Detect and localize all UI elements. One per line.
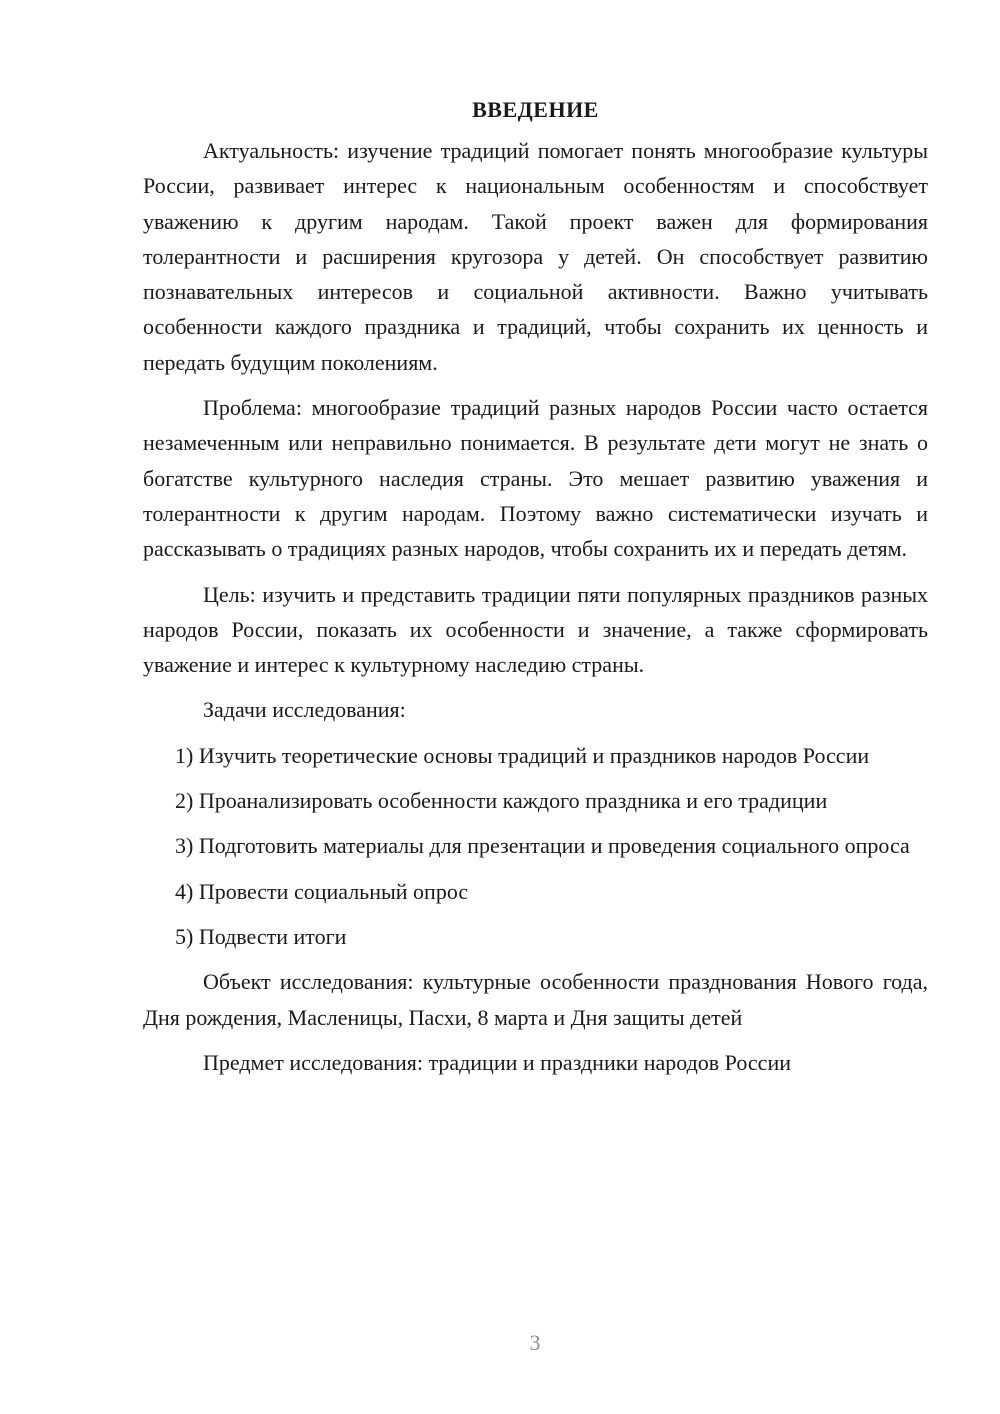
task-item-5: 5) Подвести итоги xyxy=(175,923,347,949)
task-item-4: 4) Провести социальный опрос xyxy=(175,878,469,904)
problem-paragraph: Проблема: многообразие традиций разных народов России часто остается незамеченным или неправильно понимается. В результате дети могут не знать о богатстве культурного наследия страны. Это мешает развитию уважения и толерантности к другим народам. Поэтому важно систематически изучать и рассказывать о традициях разных народов, чтобы сохранить их и передать детям. xyxy=(143,395,928,562)
task-item-1: 1) Изучить теоретические основы традиций и праздников народов России xyxy=(175,742,870,768)
document-page xyxy=(143,92,928,1090)
task-item-3: 3) Подготовить материалы для презентации и проведения социального опроса xyxy=(175,833,910,859)
section-title: ВВЕДЕНИЕ xyxy=(472,97,599,122)
relevance-paragraph: Актуальность: изучение традиций помогает понять многообразие культуры России, развивает интерес к национальным особенностям и способствует уважению к другим народам. Такой проект важен для формирования толерантности и расширения кругозора у детей. Он способствует развитию познавательных интересов и социальной активности. Важно учитывать особенности каждого праздника и традиций, чтобы сохранить их ценность и передать будущим поколениям. xyxy=(143,138,928,375)
object-paragraph: Объект исследования: культурные особенности празднования Нового года, Дня рождения, Масленицы, Пасхи, 8 марта и Дня защиты детей xyxy=(143,969,928,1030)
goal-paragraph: Цель: изучить и представить традиции пяти популярных праздников разных народов России, показать их особенности и значение, а также сформировать уважение и интерес к культурному наследию страны. xyxy=(143,581,928,678)
task-item-2: 2) Проанализировать особенности каждого праздника и его традиции xyxy=(175,788,828,814)
tasks-heading: Задачи исследования: xyxy=(203,697,406,723)
page-number: 3 xyxy=(529,1330,541,1355)
subject-paragraph: Предмет исследования: традиции и праздники народов России xyxy=(203,1049,791,1075)
